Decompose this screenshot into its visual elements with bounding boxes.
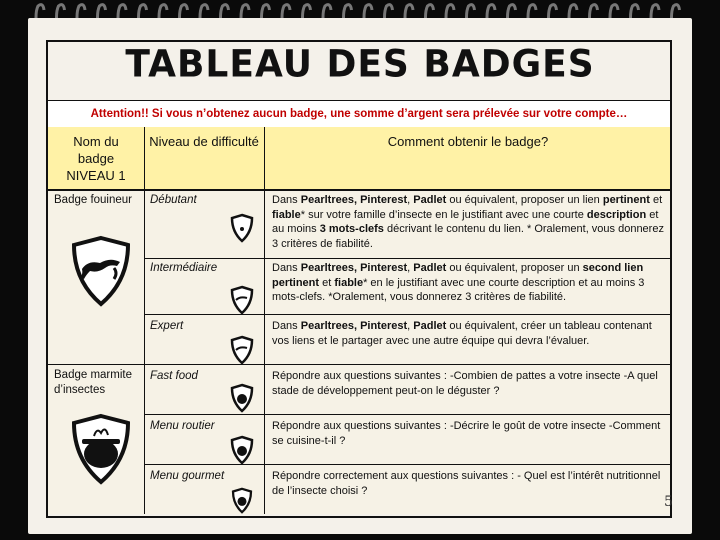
- obtain-description: Répondre aux questions suivantes : -Décrire le goût de votre insecte -Comment se cuisine-t-il ?: [272, 420, 661, 447]
- obtain-description: Répondre aux questions suivantes : -Combien de pattes a votre insecte -A quel stade de développement peut-on le déguster ?: [272, 370, 658, 397]
- small-shield-icon: [230, 213, 254, 243]
- header-badge-name: Nom du badge NIVEAU 1: [66, 134, 126, 183]
- obtain-description: Dans Pearltrees, Pinterest, Padlet ou équivalent, proposer un lien pertinent et fiable* sur votre famille d’insecte en le justifiant avec une courte description et au moins 3 mots-clefs décrivant le contenu du lien. * Oralement, vous donnerez 3 critères de fiabilité.: [272, 194, 664, 250]
- level-label: Fast food: [150, 370, 198, 382]
- obtain-description: Dans Pearltrees, Pinterest, Padlet ou équivalent, créer un tableau contenant vos liens et le partager avec une autre équipe qui devra l’évaluer.: [272, 320, 652, 347]
- small-shield-icon: [230, 383, 254, 413]
- level-label: Expert: [150, 320, 184, 332]
- level-label: Débutant: [150, 194, 197, 206]
- attention-banner: Attention!! Si vous n’obtenez aucun badge, une somme d’argent sera prélevée sur votre compte…: [48, 100, 670, 128]
- level-label: Menu gourmet: [150, 470, 225, 482]
- level-label: Intermédiaire: [150, 262, 218, 274]
- weasel-shield-icon: [70, 235, 132, 307]
- level-label: Menu routier: [150, 420, 215, 432]
- page-number: 5: [664, 494, 673, 510]
- small-shield-icon: [230, 435, 254, 465]
- page-title: TABLEAU DES BADGES: [125, 42, 595, 87]
- small-shield-icon: [230, 285, 254, 315]
- badge-name-marmite: Badge marmite d’insectes: [54, 369, 132, 396]
- header-how-to-obtain: Comment obtenir le badge?: [387, 134, 549, 149]
- header-difficulty: Niveau de difficulté: [149, 134, 259, 149]
- obtain-description: Dans Pearltrees, Pinterest, Padlet ou équivalent, proposer un second lien pertinent et fiable* en le justifiant avec une courte description et au moins 3 mots-clefs. *Oralement, vous donnerez 3 critères de fiabilité.: [272, 262, 645, 303]
- badges-table: [48, 127, 670, 514]
- badge-name-fouineur: Badge fouineur: [54, 194, 133, 206]
- small-shield-icon: [230, 487, 254, 514]
- small-shield-icon: [230, 335, 254, 365]
- cauldron-shield-icon: [70, 413, 132, 485]
- obtain-description: Répondre correctement aux questions suivantes : - Quel est l’intérêt nutritionnel de l’insecte choisi ?: [272, 470, 661, 497]
